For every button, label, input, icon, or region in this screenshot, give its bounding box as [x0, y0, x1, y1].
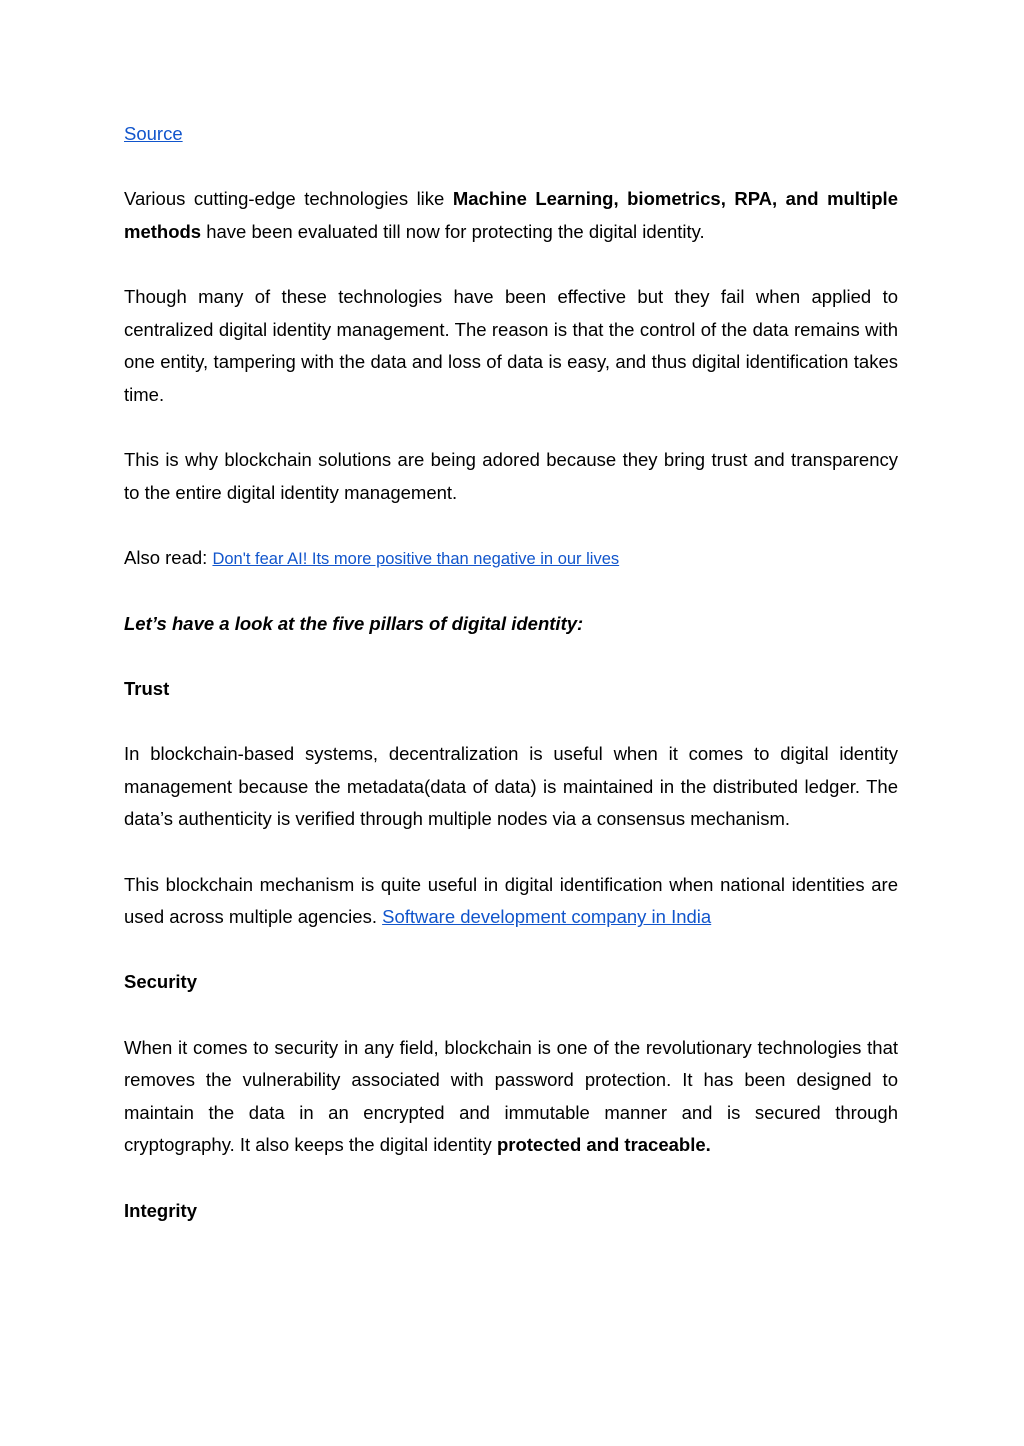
software-development-link[interactable]: Software development company in India [382, 906, 712, 928]
intro-text-after: have been evaluated till now for protecting the digital identity. [201, 220, 705, 242]
document-page [124, 118, 898, 1260]
intro-bold-text: Machine Learning, biometrics, RPA, and multiple methods [124, 188, 898, 242]
security-paragraph [124, 1032, 898, 1162]
security-paragraph-text: When it comes to security in any field, blockchain is one of the revolutionary technologies that removes the vulnerability associated with password protection. It has been designed to maintain the data in an encrypted and immutable manner and is secured through cryptography. It also keeps the digital identity [124, 1036, 898, 1156]
integrity-heading: Integrity [124, 1199, 197, 1221]
trust-paragraph-2 [124, 869, 898, 934]
trust-paragraph-2-text: This blockchain mechanism is quite useful in digital identification when national identities are used across multiple agencies. [124, 873, 898, 928]
pillars-intro: Let’s have a look at the five pillars of digital identity: [124, 612, 584, 634]
also-read-label: Also read: [124, 546, 213, 568]
source-paragraph [124, 118, 898, 151]
blockchain-paragraph: This is why blockchain solutions are being adored because they bring trust and transparency to the entire digital identity management. [124, 448, 898, 503]
source-link[interactable]: Source [124, 123, 183, 144]
trust-heading: Trust [124, 678, 170, 700]
intro-paragraph [124, 183, 898, 248]
also-read-paragraph [124, 542, 898, 576]
also-read-link[interactable]: Don't fear AI! Its more positive than negative in our lives [212, 549, 620, 568]
trust-paragraph-1: In blockchain-based systems, decentralization is useful when it comes to digital identity management because the metadata(data of data) is maintained in the distributed ledger. The data’s authenticity is verified through multiple nodes via a consensus mechanism. [124, 743, 898, 830]
security-heading: Security [124, 971, 198, 993]
intro-text-before: Various cutting-edge technologies like [124, 188, 453, 210]
security-bold-text: protected and traceable. [496, 1134, 711, 1156]
centralized-paragraph: Though many of these technologies have been effective but they fail when applied to centralized digital identity management. The reason is that the control of the data remains with one entity, tampering with the data and loss of data is easy, and thus digital identification takes time. [124, 285, 898, 405]
